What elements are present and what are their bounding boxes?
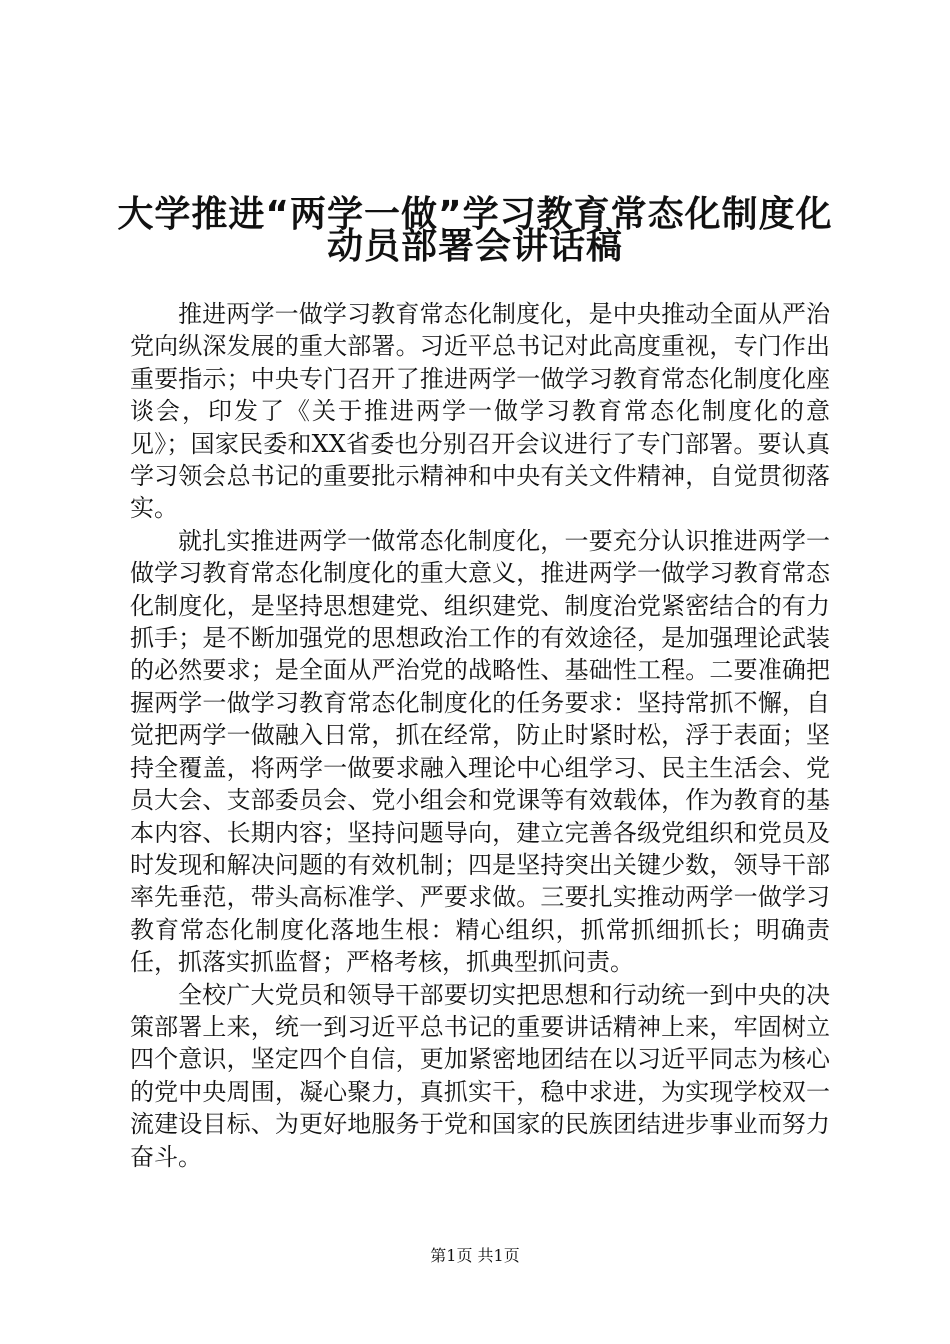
document-body <box>130 298 830 1173</box>
document-title-line1: 大学推进“两学一做”学习教育常态化制度化 <box>117 194 833 235</box>
paragraph-2: 就扎实推进两学一做常态化制度化，一要充分认识推进两学一做学习教育常态化制度化的重大意义，推进两学一做学习教育常态化制度化，是坚持思想建党、组织建党、制度治党紧密结合的有力抓手；是不断加强党的思想政治工作的有效途径，是加强理论武装的必然要求；是全面从严治党的战略性、基础性工程。二要准确把握两学一做学习教育常态化制度化的任务要求：坚持常抓不懈，自觉把两学一做融入日常，抓在经常，防止时紧时松，浮于表面；坚持全覆盖，将两学一做要求融入理论中心组学习、民主生活会、党员大会、支部委员会、党小组会和党课等有效载体，作为教育的基本内容、长期内容；坚持问题导向，建立完善各级党组织和党员及时发现和解决问题的有效机制；四是坚持突出关键少数，领导干部率先垂范，带头高标准学、严要求做。三要扎实推动两学一做学习教育常态化制度化落地生根：精心组织，抓常抓细抓长；明确责任，抓落实抓监督；严格考核，抓典型抓问责。 <box>130 526 830 977</box>
document-title-line2: 动员部署会讲话稿 <box>326 226 623 267</box>
paragraph-1: 推进两学一做学习教育常态化制度化，是中央推动全面从严治党向纵深发展的重大部署。习近平总书记对此高度重视，专门作出重要指示；中央专门召开了推进两学一做学习教育常态化制度化座谈会，印发了《关于推进两学一做学习教育常态化制度化的意见》；国家民委和XX省委也分别召开会议进行了专门部署。要认真学习领会总书记的重要批示精神和中央有关文件精神，自觉贯彻落实。 <box>130 300 830 523</box>
paragraph-3: 全校广大党员和领导干部要切实把思想和行动统一到中央的决策部署上来，统一到习近平总书记的重要讲话精神上来，牢固树立四个意识，坚定四个自信，更加紧密地团结在以习近平同志为核心的党中央周围，凝心聚力，真抓实干，稳中求进，为实现学校双一流建设目标、为更好地服务于党和国家的民族团结进步事业而努力奋斗。 <box>130 980 830 1171</box>
page-footer: 第1页 共1页 <box>430 1246 520 1265</box>
